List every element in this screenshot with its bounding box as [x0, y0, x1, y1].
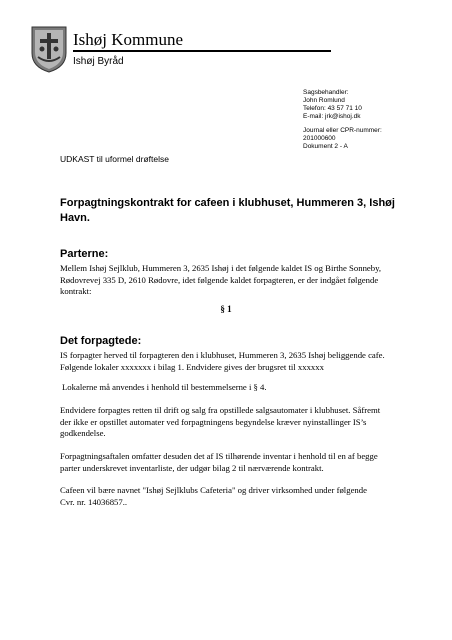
- caseworker-phone: Telefon: 43 57 71 10: [303, 105, 362, 112]
- parties-line: Rødovrevej 335 D, 2610 Rødovre, idet følgende kaldet forpagteren, er der indgået følgende: [60, 274, 379, 285]
- leased-line: Følgende lokaler xxxxxxx i bilag 1. Endvidere gives der brugsret til xxxxxx: [60, 361, 324, 372]
- leased-line: parter underskrevet inventarliste, der udgør bilag 2 til nærværende kontrakt.: [60, 462, 324, 473]
- leased-line: Cvr. nr. 14036857..: [60, 496, 128, 507]
- journal-number: 201000600: [303, 135, 336, 142]
- leased-paragraph-4: [60, 451, 400, 474]
- journal-label: Journal eller CPR-nummer:: [303, 127, 382, 134]
- draft-note: UDKAST til uformel drøftelse: [60, 154, 169, 164]
- coat-of-arms-logo: [30, 25, 68, 73]
- caseworker-name: John Romlund: [303, 97, 345, 104]
- document-title: Forpagtningskontrakt for cafeen i klubhuset, Hummeren 3, Ishøj Havn.: [60, 197, 395, 224]
- leased-paragraph-2: Lokalerne må anvendes i henhold til bestemmelserne i § 4.: [62, 382, 267, 392]
- leased-line: der ikke er opstillet automater ved forpagtningens begyndelse kræver nyinstallinger IS’s: [60, 416, 367, 427]
- department-name: Ishøj Byråd: [73, 56, 124, 67]
- caseworker-email: E-mail: jrk@ishoj.dk: [303, 113, 361, 120]
- caseworker-label: Sagsbehandler:: [303, 89, 349, 96]
- parties-paragraph: [60, 263, 400, 298]
- leased-line: Cafeen vil bære navnet "Ishøj Sejlklubs Cafeteria" og driver virksomhed under følgende: [60, 485, 367, 495]
- leased-paragraph-3: [60, 405, 400, 440]
- municipality-name: Ishøj Kommune: [73, 30, 184, 49]
- header-divider: [73, 50, 331, 52]
- leased-line: Endvidere forpagtes retten til drift og salg fra opstillede salgsautomater i klubhuset. Såfremt: [60, 405, 381, 415]
- section-number: § 1: [220, 304, 232, 314]
- leased-paragraph-5: [60, 485, 400, 508]
- leased-heading: Det forpagtede:: [60, 335, 142, 347]
- parties-line: Mellem Ishøj Sejlklub, Hummeren 3, 2635 Ishøj i det følgende kaldet IS og Birthe Sonneby,: [60, 263, 382, 273]
- leased-line: IS forpagter herved til forpagteren den i klubhuset, Hummeren 3, 2635 Ishøj beliggende cafe.: [60, 350, 385, 360]
- leased-paragraph-1: [60, 350, 400, 373]
- parties-line: kontrakt:: [60, 286, 92, 297]
- leased-line: godkendelse.: [60, 428, 106, 439]
- document-reference: Dokument 2 - A: [303, 143, 348, 150]
- leased-line: Forpagtningsaftalen omfatter desuden det af IS tilhørende inventar i henhold til en af begge: [60, 451, 378, 461]
- parties-heading: Parterne:: [60, 248, 109, 260]
